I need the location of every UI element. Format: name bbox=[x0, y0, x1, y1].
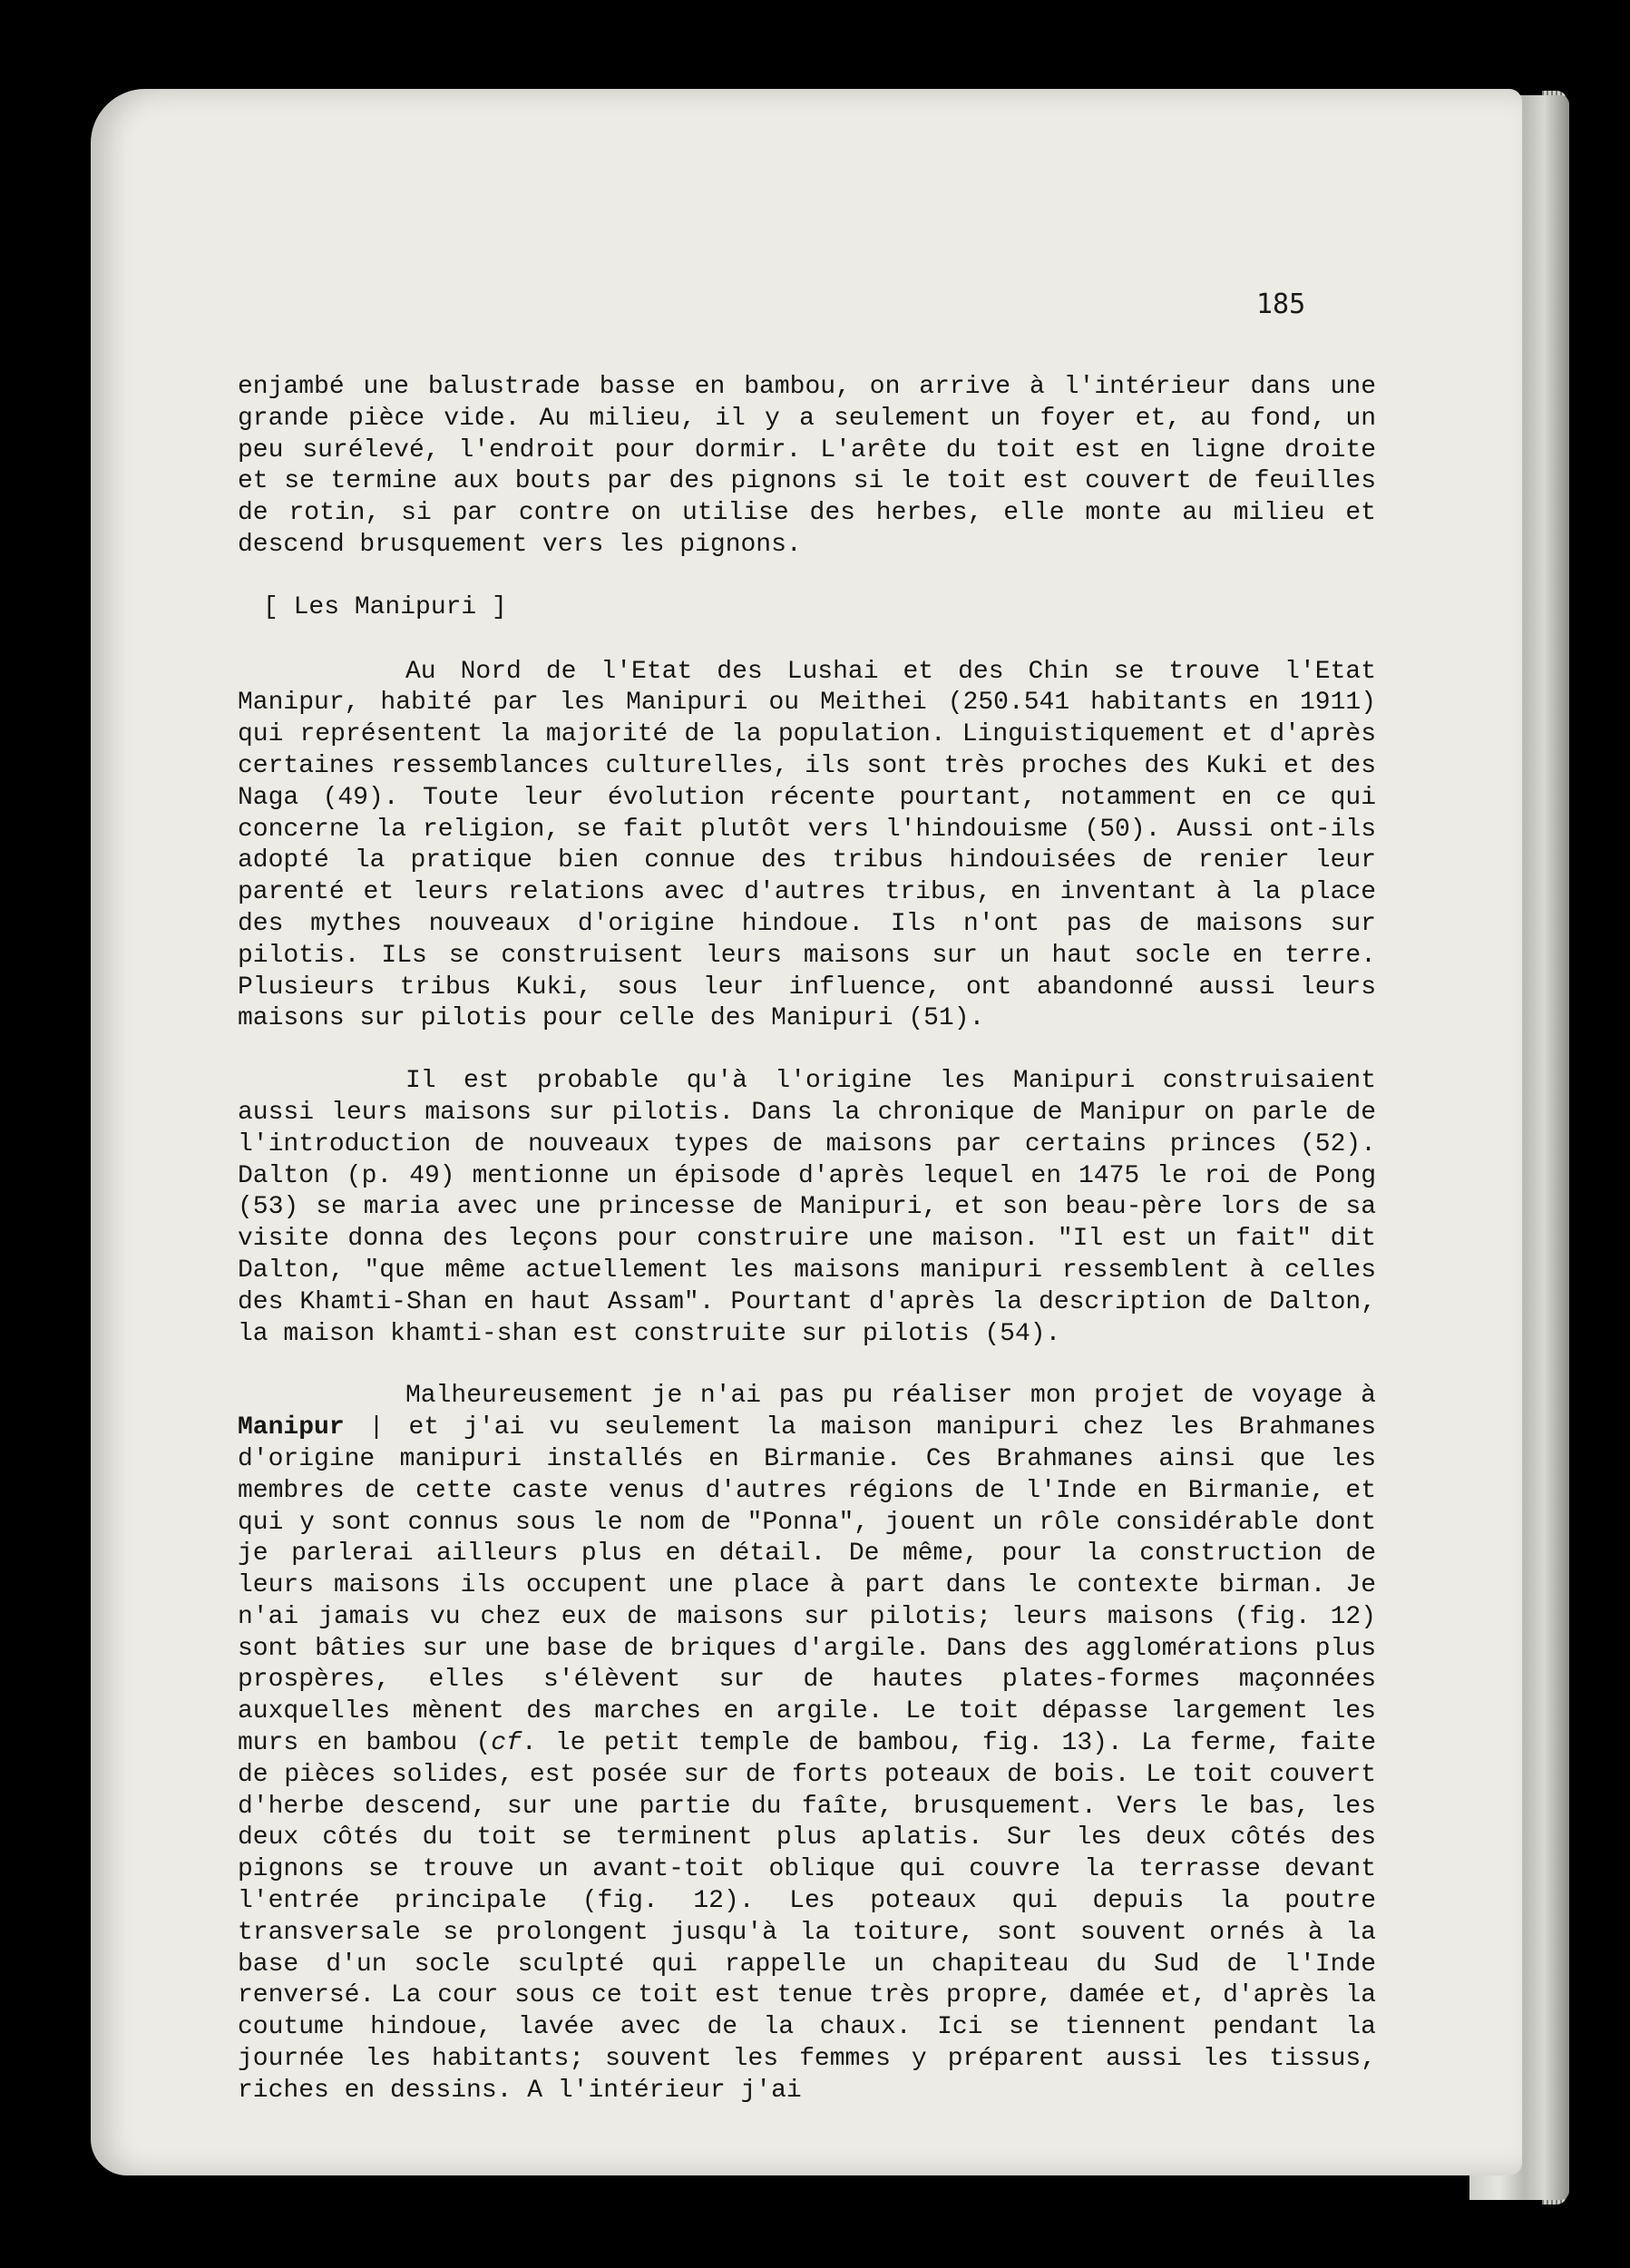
page-number: 185 bbox=[1256, 288, 1306, 320]
paragraph-4 bbox=[238, 1381, 1376, 2107]
section-heading: [ Les Manipuri ] bbox=[263, 592, 507, 621]
paragraph-4-bold: Manipur bbox=[238, 1413, 345, 1442]
paragraph-4-italic: cf bbox=[491, 1729, 522, 1758]
paragraph-4-rest: | et j'ai vu seulement la maison manipuri chez les Brahmanes d'origine manipuri installés en Birmanie. Ces Brahmanes ainsi que les membres de cette caste venus d'autres régions de l'Inde en Birmanie, et qui y sont connus sous le nom de "Ponna", jouent un rôle considérable dont je parlerai ailleurs plus en détail. De même, pour la construction de leurs maisons ils occupent une place à part dans le contexte birman. Je n'ai jamais vu chez eux de maisons sur pilotis; leurs maisons (fig. 12) sont bâties sur une base de briques d'argile. Dans des agglomérations plus prospères, elles s'élèvent sur de hautes plates-formes maçonnées auxquelles mènent des marches en argile. Le toit dépasse largement les murs en bambou ( bbox=[238, 1413, 1376, 1758]
paragraph-3: Il est probable qu'à l'origine les Manipuri construisaient aussi leurs maisons sur pilotis. Dans la chronique de Manipur on parle de l'introduction de nouveaux types de maisons par certains princes (52). Dalton (p. 49) mentionne un épisode d'après lequel en 1475 le roi de Pong (53) se maria avec une princesse de Manipuri, et son beau-père lors de sa visite donna des leçons pour construire une maison. "Il est un fait" dit Dalton, "que même actuellement les maisons manipuri ressemblent à celles des Khamti-Shan en haut Assam". Pourtant d'après la description de Dalton, la maison khamti-shan est construite sur pilotis (54). bbox=[238, 1067, 1376, 1348]
paragraph-2: Au Nord de l'Etat des Lushai et des Chin se trouve l'Etat Manipur, habité par les Manipuri ou Meithei (250.541 habitants en 1911) qui représentent la majorité de la population. Linguistiquement et d'après certaines ressemblances culturelles, ils sont très proches des Kuki et des Naga (49). Toute leur évolution récente pourtant, notamment en ce qui concerne la religion, se fait plutôt vers l'hindouisme (50). Aussi ont-ils adopté la pratique bien connue des tribus hindouisées de renier leur parenté et leurs relations avec d'autres tribus, en inventant à la place des mythes nouveaux d'origine hindoue. Ils n'ont pas de maisons sur pilotis. ILs se construisent leurs maisons sur un haut socle en terre. Plusieurs tribus Kuki, sous leur influence, ont abandonné aussi leurs maisons sur pilotis pour celle des Manipuri (51). bbox=[238, 657, 1376, 1033]
paragraph-1: enjambé une balustrade basse en bambou, on arrive à l'intérieur dans une grande pièce vide. Au milieu, il y a seulement un foyer et, au fond, un peu surélevé, l'endroit pour dormir. L'arête du toit est en ligne droite et se termine aux bouts par des pignons si le toit est couvert de feuilles de rotin, si par contre on utilise des herbes, elle monte au milieu et descend brusquement vers les pignons. bbox=[238, 373, 1376, 559]
paragraph-4-start: Malheureusement je n'ai pas pu réaliser mon projet de voyage à bbox=[405, 1382, 1376, 1411]
body-text bbox=[238, 372, 1376, 2107]
paragraph-4-end: . le petit temple de bambou, fig. 13). La ferme, faite de pièces solides, est posée sur de forts poteaux de bois. Le toit couvert d'herbe descend, sur une partie du faîte, brusquement. Vers le bas, les deux côtés du toit se terminent plus aplatis. Sur les deux côtés des pignons se trouve un avant-toit oblique qui couvre la terrasse devant l'entrée principale (fig. 12). Les poteaux qui depuis la poutre transversale se prolongent jusqu'à la toiture, sont souvent ornés à la base d'un socle sculpté qui rappelle un chapiteau du Sud de l'Inde renversé. La cour sous ce toit est tenue très propre, damée et, d'après la coutume hindoue, lavée avec de la chaux. Ici se tiennent pendant la journée les habitants; souvent les femmes y préparent aussi les tissus, riches en dessins. A l'intérieur j'ai bbox=[238, 1729, 1376, 2105]
